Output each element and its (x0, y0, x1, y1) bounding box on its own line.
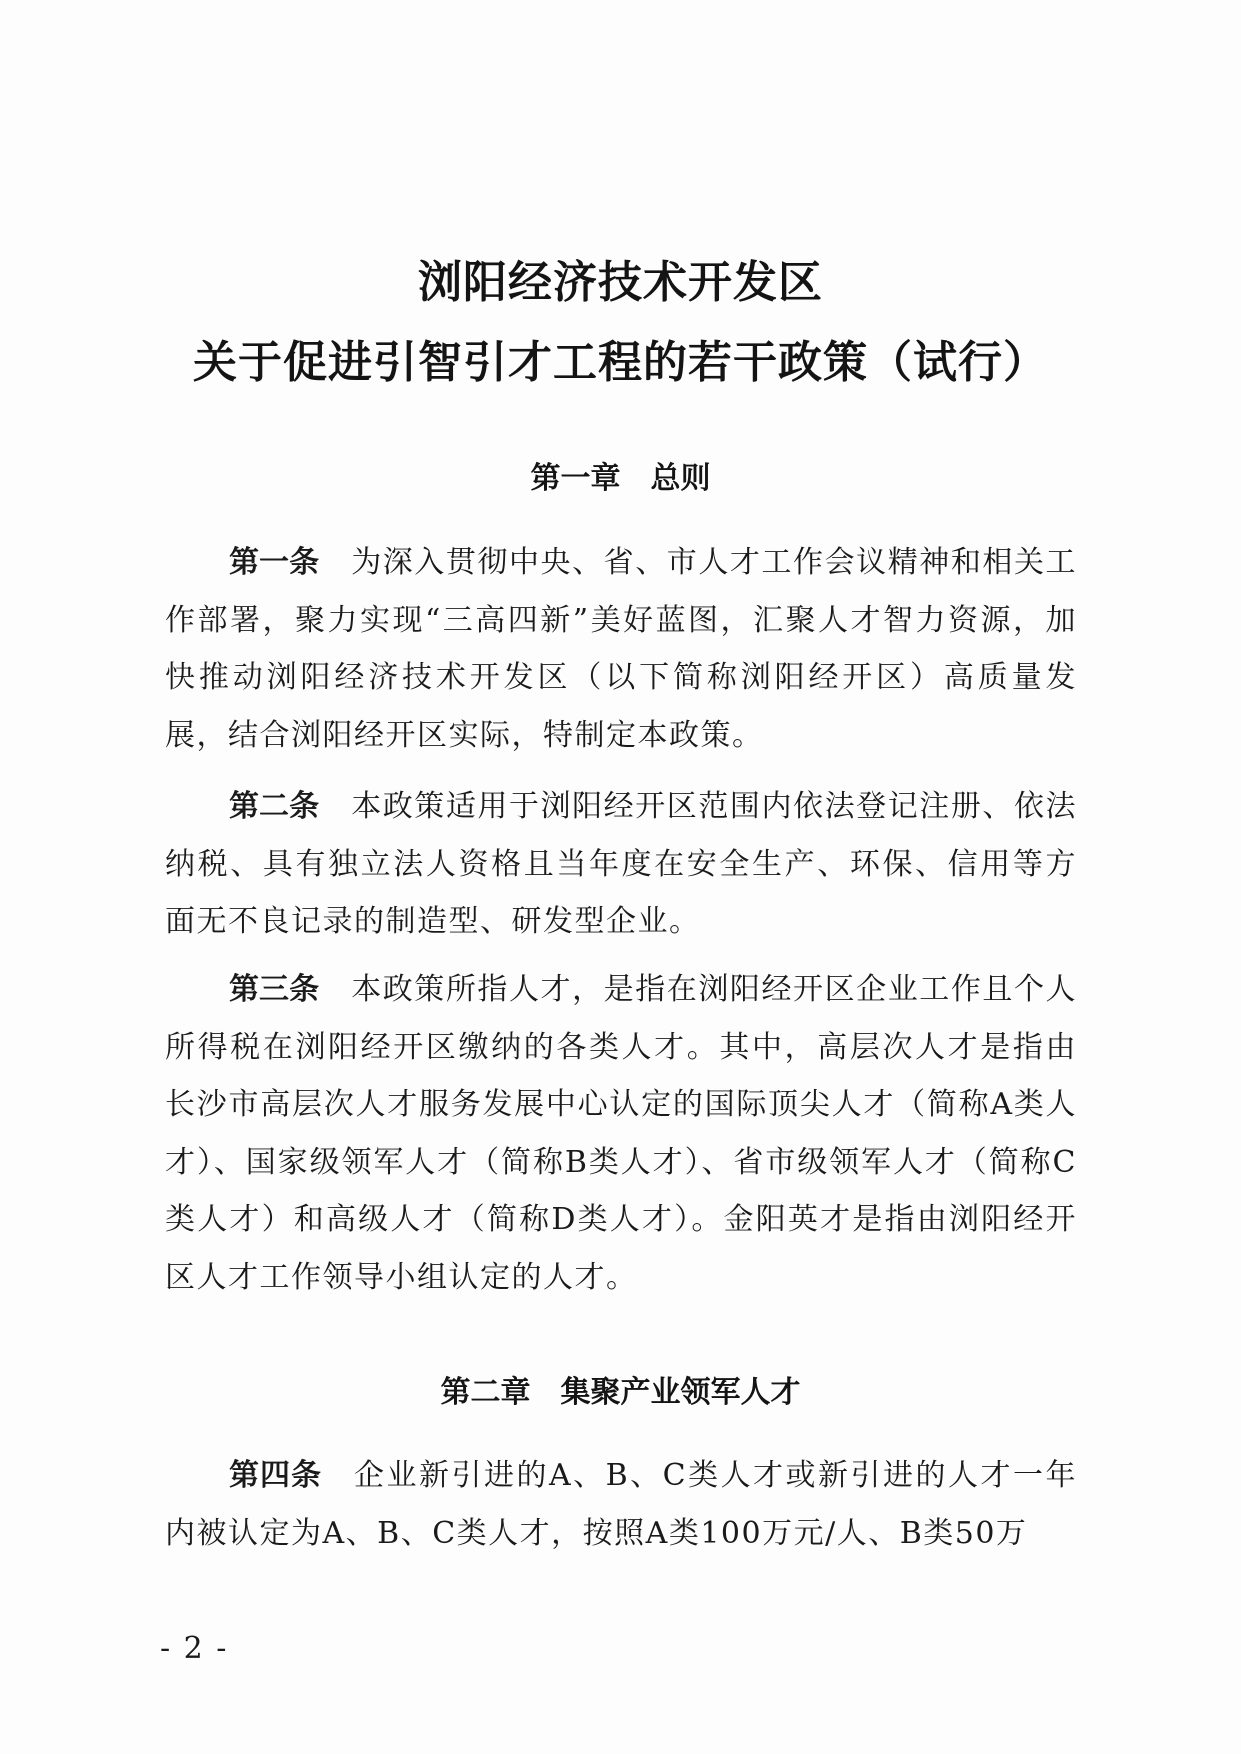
chapter-2-number: 第二章 (440, 1375, 531, 1410)
document-title-line-2: 关于促进引智引才工程的若干政策（试行） (193, 337, 1048, 388)
chapter-1-heading (0, 453, 1241, 497)
article-2-text: 本政策适用于浏阳经开区范围内依法登记注册、依法纳税、具有独立法人资格且当年度在安全生产、环保、信用等方面无不良记录的制造型、研发型企业。 (165, 789, 1078, 939)
article-2 (165, 778, 1077, 951)
article-1 (165, 534, 1077, 764)
document-title-line-1: 浏阳经济技术开发区 (418, 257, 823, 308)
article-4-text: 企业新引进的A、B、C类人才或新引进的人才一年内被认定为A、B、C类人才，按照A类100万元/人、B类50万 (165, 1458, 1077, 1551)
article-3-label: 第三条 (229, 972, 320, 1007)
chapter-2-name: 集聚产业领军人才 (560, 1375, 801, 1410)
article-4-label: 第四条 (229, 1458, 322, 1493)
chapter-1-number: 第一章 (530, 461, 621, 496)
chapter-2-heading (0, 1367, 1241, 1411)
article-1-text: 为深入贯彻中央、省、市人才工作会议精神和相关工作部署，聚力实现“三高四新”美好蓝图，汇聚人才智力资源，加快推动浏阳经济技术开发区（以下简称浏阳经开区）高质量发展，结合浏阳经开区实际，特制定本政策。 (165, 545, 1078, 753)
page-number: - 2 - (160, 1631, 229, 1666)
article-4 (165, 1447, 1077, 1562)
chapter-1-name: 总则 (650, 461, 711, 496)
article-1-label: 第一条 (229, 545, 320, 580)
article-3-text: 本政策所指人才，是指在浏阳经开区企业工作且个人所得税在浏阳经开区缴纳的各类人才。其中，高层次人才是指由长沙市高层次人才服务发展中心认定的国际顶尖人才（简称A类人才）、国家级领军人才（简称B类人才）、省市级领军人才（简称C类人才）和高级人才（简称D类人才）。金阳英才是指由浏阳经开区人才工作领导小组认定的人才。 (165, 972, 1078, 1295)
article-3 (165, 961, 1077, 1306)
article-2-label: 第二条 (229, 789, 320, 824)
